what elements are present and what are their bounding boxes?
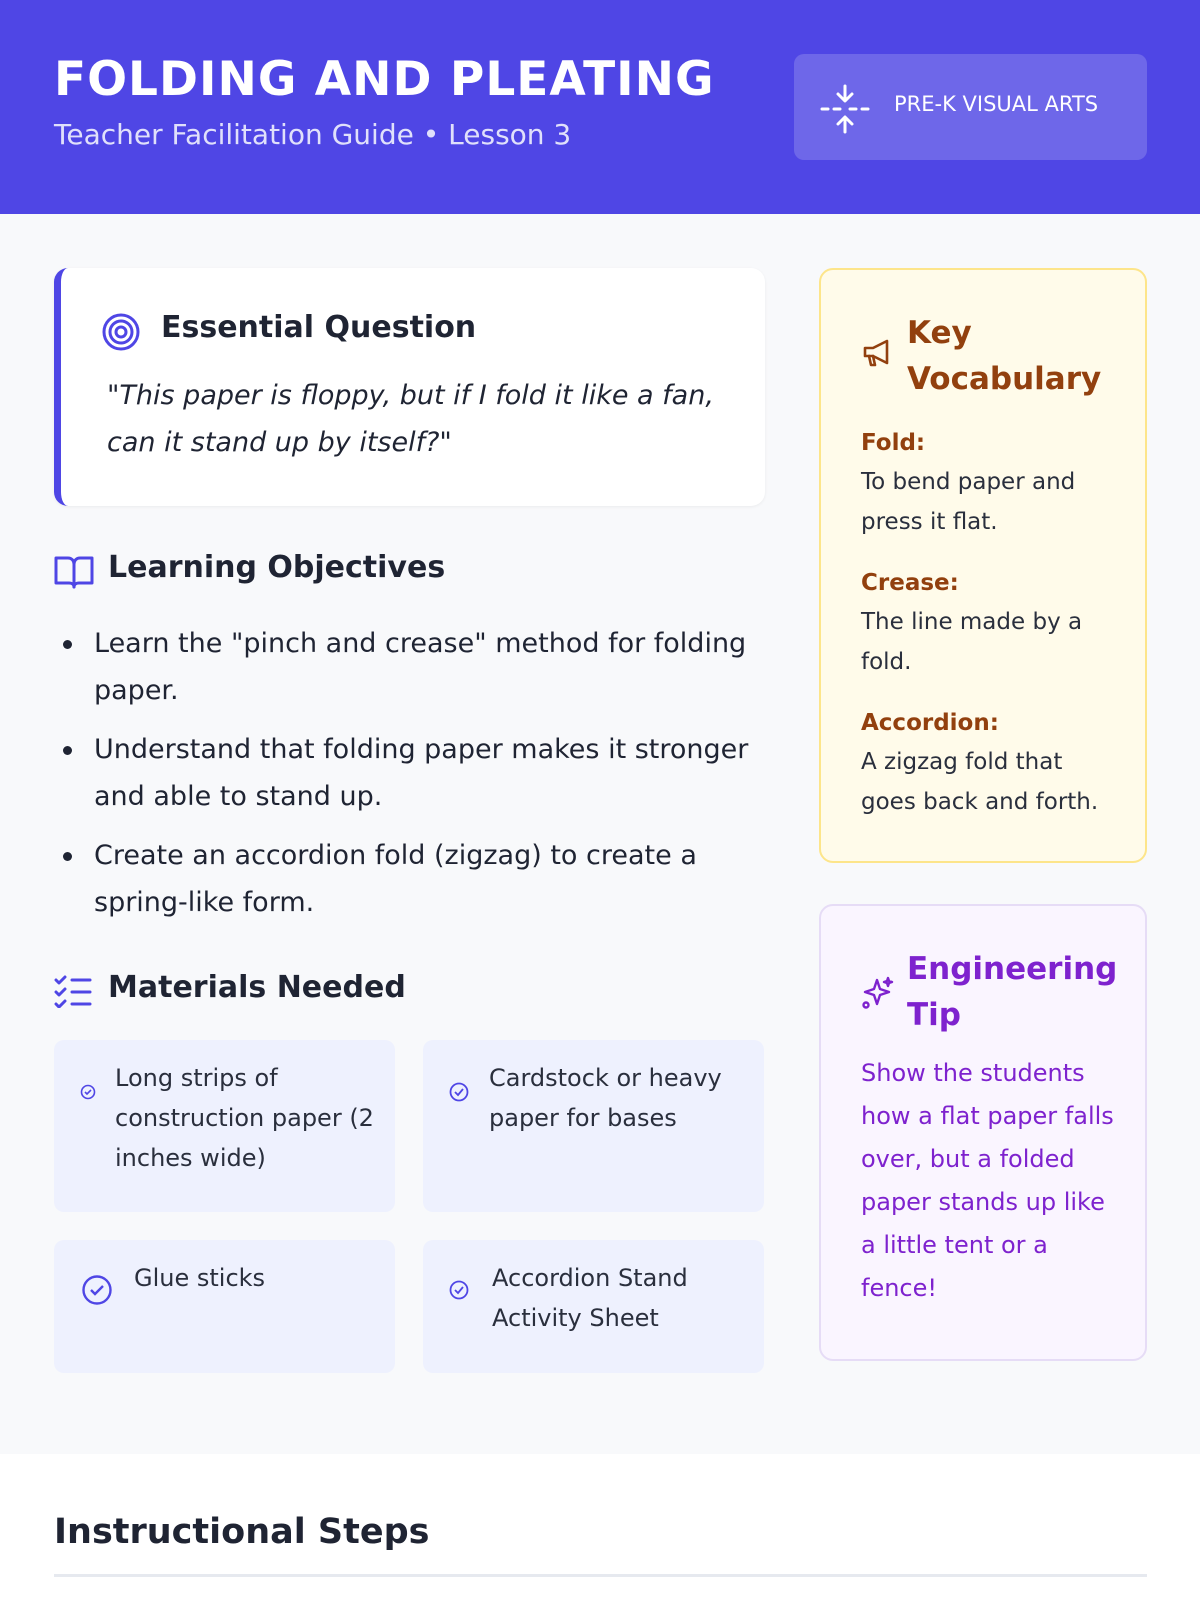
list-item: Create an accordion fold (zigzag) to create a spring-like form.	[54, 832, 754, 926]
materials-item-label: Long strips of construction paper (2 inches wide)	[115, 1064, 374, 1172]
essential-question-title: Essential Question	[161, 310, 477, 345]
vocabulary-card	[819, 268, 1147, 863]
materials-item	[423, 1240, 764, 1373]
instructional-steps-section	[0, 1454, 1200, 1600]
materials-item-label: Accordion Stand Activity Sheet	[492, 1264, 688, 1332]
check-circle-icon	[80, 1084, 96, 1100]
tip-body: Show the students how a flat paper falls over, but a folded paper stands up like a little tent or a fence!	[861, 1059, 1114, 1302]
subject-badge	[794, 54, 1147, 160]
materials-item-label: Glue sticks	[134, 1264, 266, 1292]
megaphone-icon	[861, 338, 893, 368]
vocab-term: Fold:	[861, 430, 926, 456]
page-title: FOLDING AND PLEATING	[54, 52, 715, 107]
tip-title: Engineering Tip	[907, 951, 1118, 1033]
materials-item-label: Cardstock or heavy paper for bases	[489, 1064, 722, 1132]
materials-item	[423, 1040, 764, 1212]
check-circle-icon	[449, 1280, 469, 1300]
target-icon	[101, 312, 141, 352]
header	[0, 0, 1200, 214]
page-subtitle: Teacher Facilitation Guide • Lesson 3	[54, 118, 572, 151]
objectives-list	[54, 620, 754, 938]
open-book-icon	[54, 554, 94, 590]
check-circle-icon	[449, 1082, 469, 1102]
vocab-definition: The line made by a fold.	[861, 609, 1083, 675]
essential-question-card	[54, 268, 765, 506]
objectives-title: Learning Objectives	[108, 550, 446, 585]
sparkles-icon	[861, 976, 895, 1010]
essential-question-text: "This paper is floppy, but if I fold it like a fan, can it stand up by itself?"	[107, 380, 714, 458]
collapse-arrows-icon	[820, 84, 870, 134]
materials-title: Materials Needed	[108, 970, 406, 1005]
subject-badge-label: PRE-K VISUAL ARTS	[894, 92, 1099, 116]
vocab-term: Crease:	[861, 570, 959, 596]
materials-item	[54, 1240, 395, 1373]
vocab-term: Accordion:	[861, 710, 999, 736]
vocabulary-title: Key Vocabulary	[907, 315, 1102, 397]
checklist-icon	[54, 974, 92, 1008]
vocab-definition: A zigzag fold that goes back and forth.	[861, 749, 1099, 815]
check-circle-icon	[81, 1274, 113, 1306]
list-item: Understand that folding paper makes it stronger and able to stand up.	[54, 726, 754, 820]
section-divider	[54, 1574, 1147, 1577]
materials-item	[54, 1040, 395, 1212]
vocab-definition: To bend paper and press it flat.	[861, 469, 1076, 535]
instructional-steps-title: Instructional Steps	[54, 1512, 430, 1552]
engineering-tip-card	[819, 904, 1147, 1361]
list-item: Learn the "pinch and crease" method for folding paper.	[54, 620, 754, 714]
